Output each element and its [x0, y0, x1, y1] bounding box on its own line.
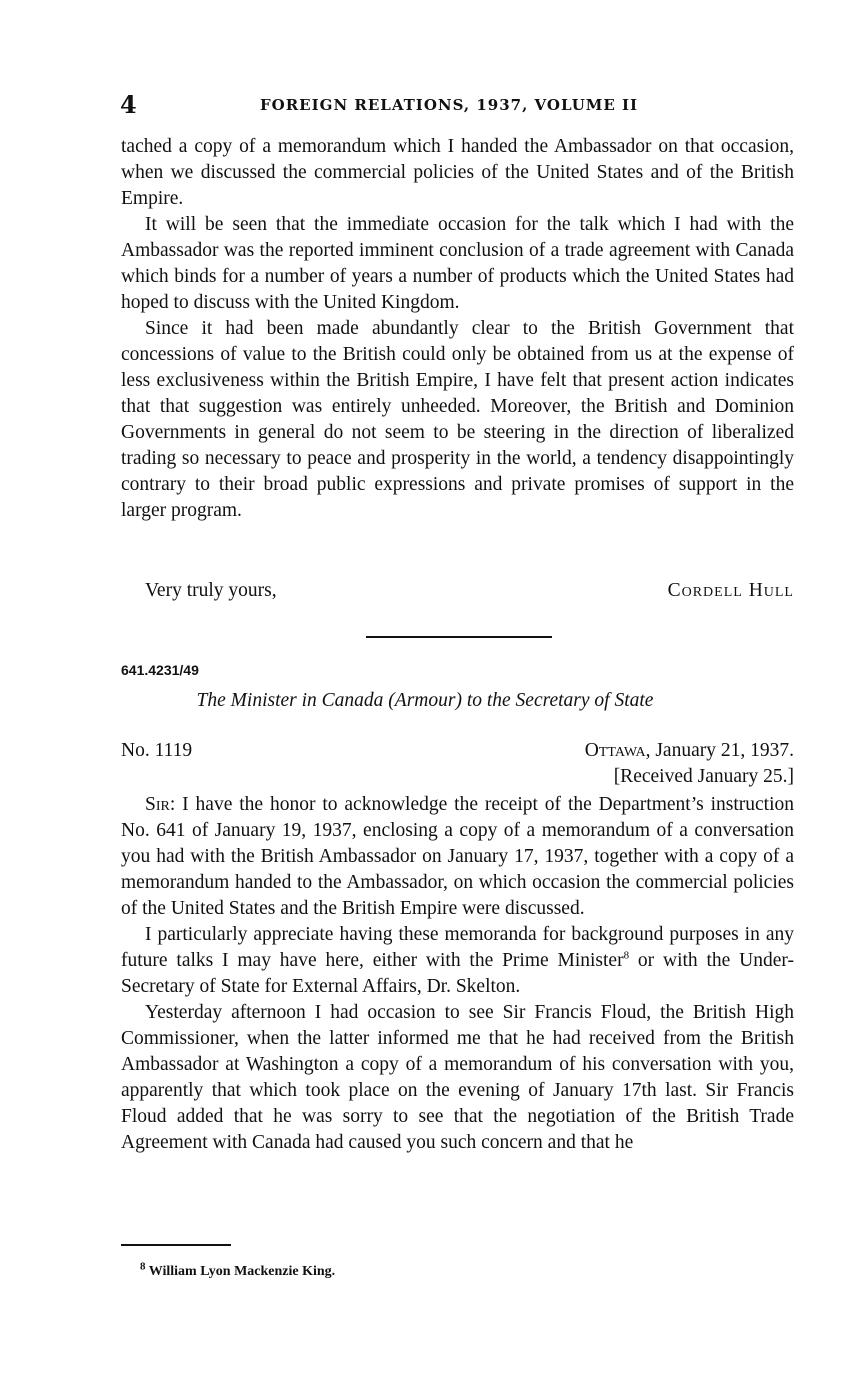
page-number: 4	[120, 90, 137, 119]
letter-body	[121, 134, 794, 524]
footnote-reference: 8	[623, 949, 630, 962]
footnote-rule	[121, 1244, 231, 1246]
document-heading: The Minister in Canada (Armour) to the Secretary of State	[196, 690, 654, 711]
running-head-title: FOREIGN RELATIONS, 1937, VOLUME II	[260, 96, 639, 114]
document-number: No. 1119	[121, 740, 193, 761]
letter-paragraph: It will be seen that the immediate occasion for the talk which I had with the Ambassador was the reported imminent conclusion of a trade agreement with Canada which binds for a number of years a number of products which the United States had hoped to discuss with the United Kingdom.	[121, 214, 794, 313]
received-date: [Received January 25.]	[613, 766, 794, 787]
letter-paragraph: tached a copy of a memorandum which I handed the Ambassador on that occasion, when we discussed the commercial policies of the United States and of the British Empire.	[121, 136, 794, 209]
place: Ottawa	[584, 740, 646, 761]
closing: Very truly yours,	[145, 580, 277, 601]
place-date	[585, 738, 794, 764]
dispatch-paragraph: I particularly appreciate having these memoranda for background purposes in any future talks I may have here, either with the Prime Minister$^8$ or with the Under-Secretary of State for External Affairs, Dr. Skelton.	[121, 924, 795, 997]
letter-paragraph: Since it had been made abundantly clear to the British Government that concessions of value to the British could only be obtained from us at the expense of less exclusiveness within the British Empire, I have felt that present action indicates that that suggestion was entirely unheeded. Moreover, the British and Dominion Governments in general do not seem to be steering in the direction of liberalized trading so necessary to peace and prosperity in the world, a tendency disappointingly contrary to their broad public expressions and private promises of support in the larger program.	[121, 318, 794, 521]
dispatch-body	[121, 792, 794, 1156]
dispatch-paragraph: Yesterday afternoon I had occasion to see Sir Francis Floud, the British High Commissioner, when the latter informed me that he had received from the British Ambassador at Washington a copy of a memorandum of his conversation with you, apparently that which took place on the evening of January 17th last. Sir Francis Floud added that he was sorry to see that the negotiation of the British Trade Agreement with Canada had caused you such concern and that he	[121, 1002, 794, 1153]
dateline	[121, 738, 794, 798]
file-number: 641.4231/49	[121, 662, 199, 678]
salutation: Sir	[145, 794, 170, 815]
footnote-marker: 8	[140, 1260, 146, 1273]
running-head	[120, 90, 800, 120]
date: , January 21, 1937.	[645, 740, 794, 761]
dispatch-paragraph: Sir: I have the honor to acknowledge the receipt of the Department’s instruction No. 641 of January 19, 1937, enclosing a copy of a memorandum of a conversation you had with the British Ambassador on January 17, 1937, together with a copy of a memorandum handed to the Ambassador, on which occasion the commercial policies of the United States and the British Empire were discussed.	[121, 794, 794, 919]
footnote-text: William Lyon Mackenzie King.	[145, 1264, 336, 1279]
footnote	[140, 1260, 336, 1280]
signature: Cordell Hull	[667, 580, 794, 601]
section-divider	[366, 636, 552, 638]
